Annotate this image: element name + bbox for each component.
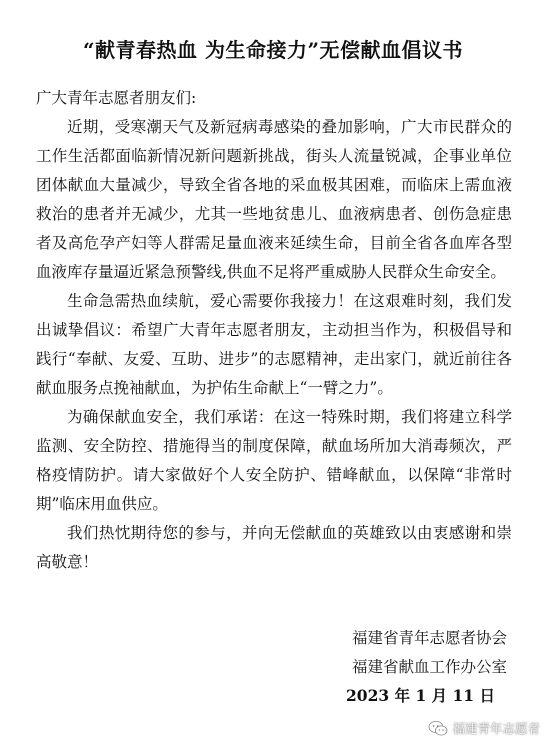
signature-organization: 福建省青年志愿者协会 [351, 629, 507, 647]
signature-block [352, 624, 507, 682]
paragraph: 我们热忱期待您的参与，并向无偿献血的英雄致以由衷感谢和崇高敬意！ [36, 524, 512, 571]
paragraph: 近期，受寒潮天气及新冠病毒感染的叠加影响，广大市民群众的工作生活都面临新情况新问题新挑战，街头人流量锐减，企事业单位团体献血大量减少，导致全省各地的采血极其困难，而临床上需血液救治的患者并无减少，尤其一些地贫患儿、血液病患者、创伤急症患者及高危孕产妇等人群需足量血液来延续生命，目前全省各血库各型血液库存量逼近紧急预警线,供血不足将严重威胁人民群众生命安全。 [36, 118, 512, 281]
watermark [428, 719, 540, 737]
paragraph: 为确保献血安全，我们承诺：在这一特殊时期，我们将建立科学监测、安全防控、措施得当的制度保障，献血场所加大消毒频次，严格疫情防护。请大家做好个人安全防护、错峰献血，以保障“非常时期”临床用血供应。 [36, 408, 512, 513]
wechat-icon [428, 720, 448, 737]
document-title: “献青春热血 为生命接力”无偿献血倡议书 [83, 38, 463, 62]
document-date: 2023 年 1 月 11 日 [346, 686, 495, 705]
salutation: 广大青年志愿者朋友们: [36, 89, 197, 107]
paragraph: 生命急需热血续航，爱心需要你我接力！在这艰难时刻，我们发出诚挚倡议：希望广大青年志愿者朋友，主动担当作为，积极倡导和践行“奉献、友爱、互助、进步”的志愿精神，走出家门，就近前往各献血服务点挽袖献血，为护佑生命献上“一臂之力”。 [36, 292, 512, 397]
watermark-text: 福建青年志愿者 [452, 721, 540, 736]
document-body [36, 113, 512, 577]
signature-organization: 福建省献血工作办公室 [351, 658, 507, 676]
